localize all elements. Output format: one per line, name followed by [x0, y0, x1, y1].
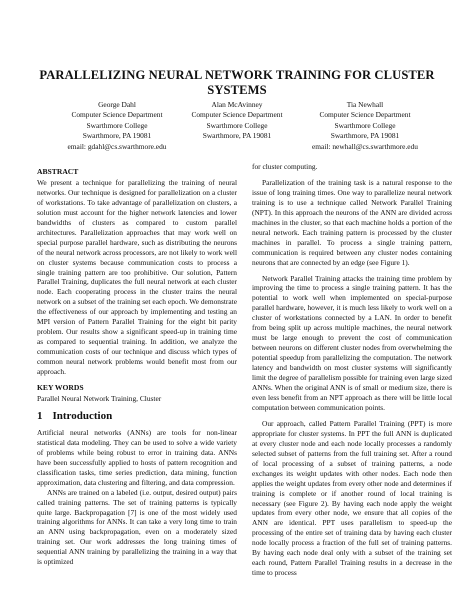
section-title: Introduction [52, 409, 113, 422]
author-block-3 [290, 100, 440, 152]
author-dept: Computer Science Department [191, 110, 283, 120]
section-heading-introduction [37, 409, 237, 422]
right-paragraph-3: Our approach, called Pattern Parallel Training (PPT) is more appropriate for cluster systems. In PPT the full ANN is duplicated at every cluster node and each node locally processes a randomly selected subset of patterns from the full training set. After a round of local processing of a subset of training patterns, a node exchanges its weight updates with other nodes. Each node then applies the weight updates from every other node and determines if training is complete or if another round of local training is necessary (see Figure 2). By having each node apply the weight updates from every other node, we ensure that all copies of the ANN are identical. PPT uses parallelism to speed-up the processing of the entire set of training data by having each cluster node locally process a fraction of the full set of training patterns. By having each node deal only with a subset of the training set each round, Pattern Parallel Training results in a decrease in the time to process [252, 418, 452, 578]
paper-title: PARALLELIZING NEURAL NETWORK TRAINING FOR CLUSTER SYSTEMS [39, 68, 435, 97]
author-college: Swarthmore College [334, 120, 396, 130]
author-dept: Computer Science Department [71, 110, 163, 120]
right-paragraph-1: Parallelization of the training task is a natural response to the issue of long training times. One way to parallelize neural network training is to use a technique called Network Parallel Training (NPT). In this approach the neurons of the ANN are divided across machines in the cluster, so that each machine holds a portion of the neural network. Each training pattern is processed by the cluster machines in parallel. To process a single training pattern, communication is required between any cluster nodes containing neurons that are connected by an edge (see Figure 1). [252, 177, 452, 267]
intro-paragraph-1: Artificial neural networks (ANNs) are tools for non-linear statistical data modeling. They can be used to solve a wide variety of problems while being robust to error in training data. ANNs have been successfully applied to hosts of pattern recognition and classification tasks, time series prediction, data mining, function approximation, data clustering and filtering, and data compression. [37, 427, 237, 487]
abstract-text: We present a technique for parallelizing the training of neural networks. Our technique is designed for parallelization on a cluster of workstations. To take advantage of parallelization on clusters, a solution must account for the higher network latencies and lower bandwidths of clusters as compared to custom parallel architectures. Parallelization approaches that may work well on special purpose parallel hardware, such as distributing the neurons of the neural network across processors, are not likely to work well on cluster systems because communication costs to process a single training pattern are too prohibitive. Our solution, Pattern Parallel Training, duplicates the full neural network at each cluster node. Each cooperating process in the cluster trains the neural network on a subset of the training set each epoch. We demonstrate the effectiveness of our approach by implementing and testing an MPI version of Pattern Parallel Training for the eight bit parity problem. Our results show a significant speed-up in training time as compared to sequential training. In addition, we analyze the communication costs of our technique and discuss which types of common neural network problems would benefit most from our approach. [37, 177, 237, 377]
right-paragraph-2: Network Parallel Training attacks the training time problem by improving the time to process a single training pattern. It has the potential to work well when implemented on special-purpose parallel hardware, however, it is much less likely to work well on a cluster of workstations connected by a LAN. In order to benefit from being split up across multiple machines, the neural network must be large enough to prevent the cost of communication between neurons on different cluster nodes from overwhelming the potential speedup from parallelizing the computation. The network latency and bandwidth on most cluster systems will significantly limit the degree of parallelism possible for training even large sized ANNs. When the original ANN is of small or medium size, there is even less benefit from an NPT approach as there will be little local computation between communication points. [252, 273, 452, 412]
author-email: email: gdahl@cs.swarthmore.edu [67, 141, 167, 151]
right-paragraph-0: for cluster computing. [252, 162, 318, 171]
author-name: Alan McAvinney [211, 100, 263, 109]
author-city: Swarthmore, PA 19081 [82, 131, 152, 141]
abstract-heading: ABSTRACT [37, 167, 79, 176]
author-city: Swarthmore, PA 19081 [330, 131, 400, 141]
author-college: Swarthmore College [86, 120, 148, 130]
author-name: George Dahl [98, 100, 136, 109]
keywords-heading: KEY WORDS [37, 383, 84, 393]
author-email: email: newhall@cs.swarthmore.edu [312, 141, 418, 151]
section-number: 1 [37, 409, 43, 422]
intro-paragraph-2: ANNs are trained on a labeled (i.e. output, desired output) pairs called training patterns. The set of training patterns is typically quite large. Backpropagation [7] is one of the most widely used training algorithms for ANNs. It can take a very long time to train an ANN using backpropagation, even on a moderately sized training set. Our work addresses the long training times of sequential ANN training by parallelizing the training in a way that is optimized [37, 487, 237, 567]
left-column [37, 167, 237, 567]
author-city: Swarthmore, PA 19081 [202, 131, 272, 141]
right-column [252, 162, 452, 578]
author-dept: Computer Science Department [319, 110, 411, 120]
keywords-text: Parallel Neural Network Training, Cluster [37, 393, 162, 403]
author-college: Swarthmore College [206, 120, 268, 130]
author-name: Tia Newhall [346, 100, 384, 109]
